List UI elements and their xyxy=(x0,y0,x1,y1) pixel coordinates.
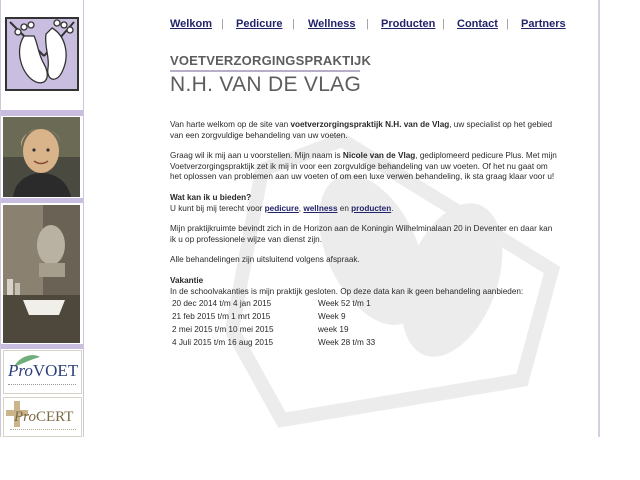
offer-text-sep: en xyxy=(337,203,352,213)
vacation-dates: 2 mei 2015 t/m 10 mei 2015 xyxy=(172,325,274,335)
badge-caption-line xyxy=(10,429,76,433)
about-text: Graag wil ik mij aan u voorstellen. Mijn naam is xyxy=(170,151,343,161)
intro-text: Van harte welkom op de site van xyxy=(170,120,291,129)
about-text-end: , gediplomeerd pedicure Plus. Met mijn Voetverzorgingspraktijk zet ik mij in voor een zorgvuldige behandeling van uw voeten. Of het nu gaat om het oplossen van problemen aan uw voeten of om een luxe verwen behandeling, ik sta graag klaar voor u! xyxy=(170,151,557,182)
nav-separator: | xyxy=(221,18,224,30)
offer-heading: Wat kan ik u bieden? xyxy=(170,192,252,202)
sidebar-accent-bar xyxy=(1,198,83,203)
vacation-dates: 21 feb 2015 t/m 1 mrt 2015 xyxy=(172,312,271,322)
intro-text-end: , uw specialist op het gebied van een zorgvuldige behandeling van uw voeten. xyxy=(170,120,553,140)
vacation-week: Week 9 xyxy=(318,312,346,322)
procert-logo-text: ProCERT xyxy=(14,409,74,425)
nav-wellness[interactable]: Wellness xyxy=(308,18,356,30)
badge-caption-line xyxy=(8,384,76,389)
portrait-photo xyxy=(3,117,80,197)
nav-contact[interactable]: Contact xyxy=(457,18,498,30)
nav-separator: | xyxy=(506,18,509,30)
brand-subtitle: VOETVERZORGINGSPRAKTIJK xyxy=(170,53,372,68)
practice-room-photo xyxy=(3,205,80,343)
table-row xyxy=(172,338,375,351)
intro-bold: voetverzorgingspraktijk N.H. van de Vlag xyxy=(290,120,450,129)
table-row xyxy=(172,325,375,338)
about-name: Nicole van de Vlag xyxy=(342,151,416,161)
vacation-dates: 20 dec 2014 t/m 4 jan 2015 xyxy=(172,299,272,309)
main-nav xyxy=(170,18,570,34)
vacation-week: Week 28 t/m 33 xyxy=(318,338,376,348)
provoet-logo-text: ProVOET xyxy=(8,361,79,380)
link-pedicure[interactable]: pedicure xyxy=(264,203,299,213)
brand-title: N.H. VAN DE VLAG xyxy=(170,73,362,96)
nav-welkom[interactable]: Welkom xyxy=(170,18,212,30)
vacation-table xyxy=(172,299,375,351)
intro-paragraph xyxy=(170,120,560,141)
main-content xyxy=(170,120,560,351)
feet-logo-icon[interactable] xyxy=(4,16,80,92)
right-divider xyxy=(598,0,600,437)
table-row xyxy=(172,299,375,312)
provoet-badge[interactable] xyxy=(3,350,82,394)
vacation-dates: 4 Juli 2015 t/m 16 aug 2015 xyxy=(172,338,274,348)
nav-pedicure[interactable]: Pedicure xyxy=(236,18,283,30)
nav-partners[interactable]: Partners xyxy=(521,18,566,30)
vacation-heading: Vakantie xyxy=(170,275,204,285)
offer-text-sep: , xyxy=(298,203,304,213)
table-row xyxy=(172,312,375,325)
vacation-week: Week 52 t/m 1 xyxy=(318,299,371,309)
procert-badge[interactable] xyxy=(3,397,82,437)
link-wellness[interactable]: wellness xyxy=(303,203,338,213)
vacation-intro: In de schoolvakanties is mijn praktijk gesloten. Op deze data kan ik geen behandeling aanbieden: xyxy=(170,286,524,296)
about-paragraph xyxy=(170,151,560,183)
nav-separator: | xyxy=(292,18,295,30)
left-sidebar xyxy=(0,0,84,437)
link-producten[interactable]: producten xyxy=(351,203,392,213)
nav-producten[interactable]: Producten xyxy=(381,18,436,30)
brand-divider xyxy=(170,70,360,72)
offer-text-end: . xyxy=(391,203,394,213)
sidebar-accent-bar xyxy=(1,110,83,116)
nav-separator: | xyxy=(442,18,445,30)
offer-text: U kunt bij mij terecht voor xyxy=(170,203,265,213)
offer-paragraph xyxy=(170,193,560,214)
location-paragraph: Mijn praktijkruimte bevindt zich in de Horizon aan de Koningin Wilhelminalaan 20 in Deventer en daar kan ik u op professionele wijze van dienst zijn. xyxy=(170,224,553,244)
vacation-week: week 19 xyxy=(318,325,349,335)
appointment-paragraph: Alle behandelingen zijn uitsluitend volgens afspraak. xyxy=(170,255,360,265)
sidebar-accent-bar xyxy=(1,344,83,349)
nav-separator: | xyxy=(366,18,369,30)
vacation-section xyxy=(170,276,560,351)
